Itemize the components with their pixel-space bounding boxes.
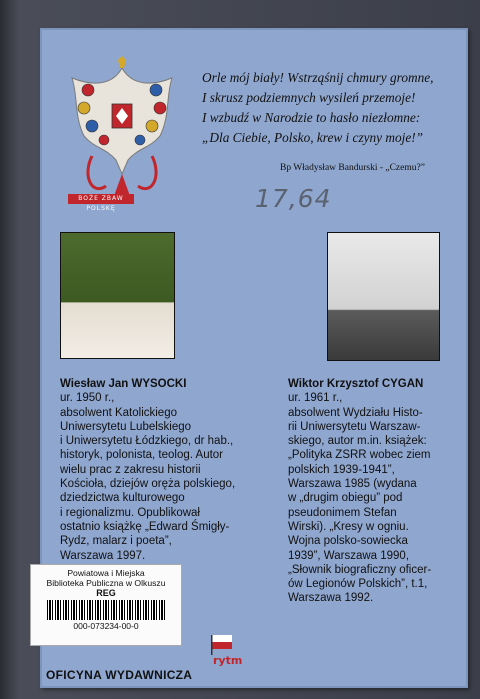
poem-line: Orle mój biały! Wstrząśnij chmury gromne, — [202, 70, 434, 85]
bio-line: wielu prac z zakresu historii — [60, 463, 201, 476]
author-bio-right — [288, 377, 463, 606]
bio-line: Uniwersytetu Lubelskiego — [60, 420, 192, 433]
publisher-name: OFICYNA WYDAWNICZA — [46, 668, 193, 682]
library-name-line: Powiatowa i Miejska — [67, 568, 145, 578]
bio-line: absolwent Wydziału Histo- — [288, 406, 423, 419]
bio-line: „Słownik biograficzny oficer- — [288, 563, 432, 576]
bio-line: i Uniwersytetu Łódzkiego, dr hab., — [60, 435, 234, 448]
crest-banner: BOŻE ZBAW POLSKĘ — [68, 194, 134, 204]
poem-line: I skrusz podziemnych wysileń przemoje! — [202, 90, 416, 105]
bio-line: Warszawa 1997. — [60, 549, 146, 562]
bio-line: rii Uniwersytetu Warszaw- — [288, 420, 421, 433]
bio-line: pseudonimem Stefan — [288, 506, 397, 519]
poem-attribution: Bp Władysław Bandurski - „Czemu?” — [280, 163, 425, 173]
author-bio-left — [60, 377, 260, 563]
bio-line: ur. 1950 r., — [60, 392, 115, 405]
bio-line: ur. 1961 r., — [288, 392, 343, 405]
bio-line: absolwent Katolickiego — [60, 406, 177, 419]
author-photo-left — [60, 232, 175, 359]
bio-line: Wirski). „Kresy w ogniu. — [288, 520, 409, 533]
eagle-crest-icon — [62, 56, 182, 216]
library-code: REG — [96, 588, 116, 598]
library-barcode-label — [30, 564, 182, 646]
library-name-line: Biblioteka Publiczna w Olkuszu — [46, 578, 166, 588]
publisher-logo-icon — [210, 633, 242, 667]
bio-line: Kościoła, dziejów oręża polskiego, — [60, 478, 236, 491]
poem-line: „Dla Ciebie, Polsko, krew i czyny moje!” — [202, 130, 424, 145]
bio-line: Warszawa 1992. — [288, 592, 374, 605]
author-photo-right — [327, 232, 440, 361]
bio-line: historyk, polonista, teolog. Autor — [60, 449, 224, 462]
svg-text:rytm: rytm — [213, 654, 242, 667]
bio-line: ów Legionów Polskich”, t.1, — [288, 578, 428, 591]
poem-line: I wzbudź w Narodzie to hasło niezłomne: — [202, 110, 421, 125]
handwritten-price-note: 17,64 — [255, 184, 332, 213]
bio-line: dziedzictwa kulturowego — [60, 492, 185, 505]
bio-line: Rydz, malarz i poeta”, — [60, 535, 172, 548]
bio-line: i regionalizmu. Opublikował — [60, 506, 200, 519]
poem — [202, 68, 462, 148]
bio-line: 1939”, Warszawa 1990, — [288, 549, 410, 562]
bio-line: polskich 1939-1941”, — [288, 463, 395, 476]
bio-line: skiego, autor m.in. książek: — [288, 435, 427, 448]
back-cover — [40, 28, 468, 688]
barcode-icon — [47, 600, 165, 620]
author-name: Wiktor Krzysztof CYGAN — [288, 378, 424, 390]
barcode-number: 000-073234-00-0 — [73, 621, 139, 631]
bio-line: Warszawa 1985 (wydana — [288, 478, 417, 491]
author-name: Wiesław Jan WYSOCKI — [60, 378, 187, 390]
bio-line: „Polityka ZSRR wobec ziem — [288, 449, 431, 462]
bio-line: Wojna polsko-sowiecka — [288, 535, 408, 548]
bio-line: w „drugim obiegu” pod — [288, 492, 403, 505]
bio-line: ostatnio książkę „Edward Śmigły- — [60, 520, 230, 533]
